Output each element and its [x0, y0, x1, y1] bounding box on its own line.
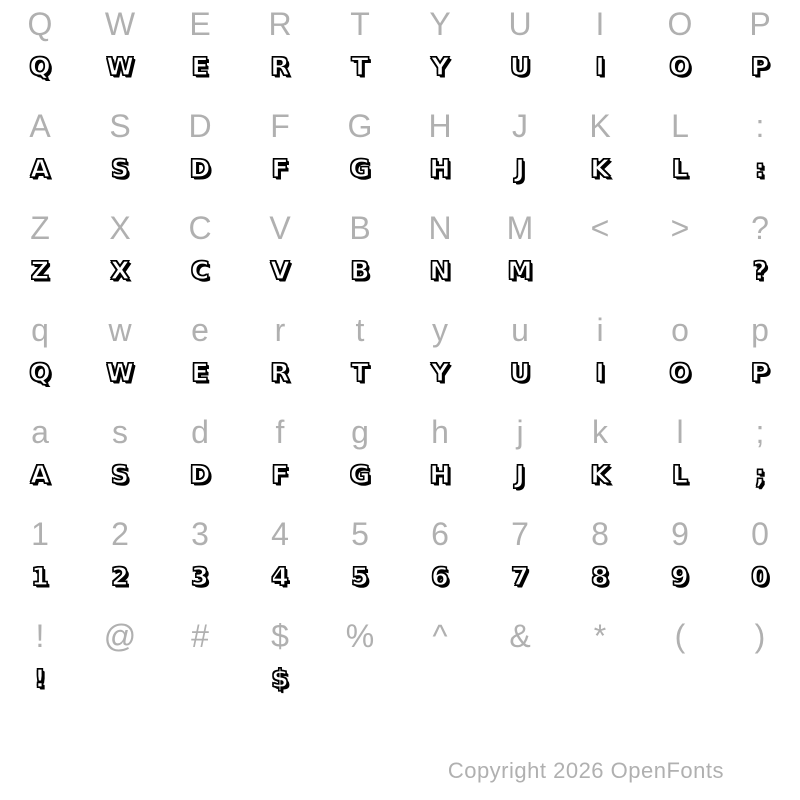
preview-char: P: [750, 52, 770, 81]
preview-char: Q: [29, 358, 51, 387]
reference-char: (: [674, 618, 686, 654]
reference-char: a: [31, 414, 49, 450]
reference-char: g: [351, 414, 369, 450]
reference-char: 0: [751, 516, 769, 552]
reference-char: B: [349, 210, 371, 246]
reference-char: k: [592, 414, 608, 450]
preview-char: L: [672, 460, 688, 489]
preview-char: A: [30, 154, 50, 183]
preview-char: D: [189, 154, 211, 183]
row-uppercase-qwerty: [0, 2, 800, 102]
reference-char: O: [667, 6, 693, 42]
preview-char: B: [350, 256, 370, 285]
reference-char: :: [755, 108, 765, 144]
reference-char: 9: [671, 516, 689, 552]
reference-char: !: [35, 618, 45, 654]
reference-char: j: [516, 414, 524, 450]
preview-char: I: [595, 52, 605, 81]
preview-char: O: [669, 52, 691, 81]
preview-char: R: [270, 358, 290, 387]
reference-char: ;: [755, 414, 765, 450]
row-symbols-preview-line: [0, 658, 800, 700]
preview-char: O: [669, 358, 691, 387]
reference-char: ?: [751, 210, 769, 246]
reference-char: q: [31, 312, 49, 348]
preview-char: 7: [511, 562, 529, 591]
preview-char: 8: [591, 562, 609, 591]
preview-char: W: [106, 52, 134, 81]
preview-char: 6: [431, 562, 449, 591]
preview-char: D: [189, 460, 211, 489]
row-uppercase-asdf-reference-line: [0, 104, 800, 148]
reference-char: 2: [111, 516, 129, 552]
preview-char: X: [110, 256, 130, 285]
reference-char: S: [109, 108, 131, 144]
preview-char: ;: [755, 460, 765, 489]
reference-char: 5: [351, 516, 369, 552]
reference-char: &: [509, 618, 531, 654]
reference-char: Y: [429, 6, 451, 42]
preview-char: K: [590, 460, 610, 489]
reference-char: >: [670, 210, 690, 246]
reference-char: V: [269, 210, 291, 246]
reference-char: u: [511, 312, 529, 348]
row-lowercase-asdf: [0, 410, 800, 510]
preview-char: 2: [111, 562, 129, 591]
reference-char: R: [268, 6, 292, 42]
reference-char: ): [754, 618, 766, 654]
reference-char: N: [428, 210, 452, 246]
reference-char: d: [191, 414, 209, 450]
preview-char: 0: [751, 562, 769, 591]
row-lowercase-qwerty: [0, 308, 800, 408]
preview-char: E: [191, 52, 209, 81]
reference-char: U: [508, 6, 532, 42]
preview-char: C: [190, 256, 210, 285]
reference-char: A: [29, 108, 51, 144]
preview-char: Y: [430, 52, 450, 81]
reference-char: #: [191, 618, 209, 654]
reference-char: 3: [191, 516, 209, 552]
reference-char: 8: [591, 516, 609, 552]
reference-char: 7: [511, 516, 529, 552]
preview-char: 1: [31, 562, 49, 591]
preview-char: H: [429, 460, 451, 489]
reference-char: y: [432, 312, 448, 348]
row-uppercase-zxcv-preview-line: [0, 250, 800, 292]
row-digits: [0, 512, 800, 612]
reference-char: L: [671, 108, 689, 144]
reference-char: D: [188, 108, 212, 144]
preview-char: T: [351, 358, 369, 387]
row-lowercase-asdf-reference-line: [0, 410, 800, 454]
preview-char: J: [515, 154, 525, 183]
row-lowercase-qwerty-reference-line: [0, 308, 800, 352]
preview-char: U: [509, 52, 531, 81]
reference-char: *: [593, 618, 607, 654]
reference-char: w: [108, 312, 132, 348]
row-symbols-reference-line: [0, 614, 800, 658]
reference-char: T: [350, 6, 370, 42]
reference-char: $: [271, 618, 289, 654]
copyright-text: Copyright 2026 OpenFonts: [447, 758, 724, 783]
preview-char: $: [271, 664, 289, 693]
preview-char: K: [590, 154, 610, 183]
reference-char: <: [590, 210, 610, 246]
reference-char: r: [274, 312, 286, 348]
preview-char: G: [349, 154, 371, 183]
reference-char: M: [506, 210, 534, 246]
preview-char: J: [515, 460, 525, 489]
row-uppercase-zxcv: [0, 206, 800, 306]
reference-char: e: [191, 312, 209, 348]
row-lowercase-asdf-preview-line: [0, 454, 800, 496]
reference-char: s: [112, 414, 128, 450]
preview-char: P: [750, 358, 770, 387]
preview-char: 4: [271, 562, 289, 591]
preview-char: Z: [30, 256, 50, 285]
preview-char: S: [110, 460, 129, 489]
reference-char: f: [275, 414, 285, 450]
reference-char: G: [347, 108, 373, 144]
reference-char: K: [589, 108, 611, 144]
preview-char: I: [595, 358, 605, 387]
row-uppercase-zxcv-reference-line: [0, 206, 800, 250]
reference-char: 1: [31, 516, 49, 552]
row-digits-reference-line: [0, 512, 800, 556]
preview-char: H: [429, 154, 451, 183]
reference-char: t: [355, 312, 365, 348]
reference-char: o: [671, 312, 689, 348]
preview-char: Q: [29, 52, 51, 81]
preview-char: 9: [671, 562, 689, 591]
reference-char: J: [512, 108, 528, 144]
reference-char: Z: [30, 210, 50, 246]
row-uppercase-asdf-preview-line: [0, 148, 800, 190]
preview-char: Y: [430, 358, 450, 387]
reference-char: 4: [271, 516, 289, 552]
row-lowercase-qwerty-preview-line: [0, 352, 800, 394]
reference-char: X: [109, 210, 131, 246]
preview-char: F: [271, 154, 289, 183]
preview-char: R: [270, 52, 290, 81]
reference-char: W: [104, 6, 136, 42]
reference-char: C: [188, 210, 212, 246]
reference-char: ^: [432, 618, 448, 654]
preview-char: ?: [752, 256, 768, 285]
preview-char: E: [191, 358, 209, 387]
preview-char: T: [351, 52, 369, 81]
preview-char: S: [110, 154, 129, 183]
preview-char: U: [509, 358, 531, 387]
row-uppercase-qwerty-reference-line: [0, 2, 800, 46]
reference-char: 6: [431, 516, 449, 552]
preview-char: F: [271, 460, 289, 489]
reference-char: @: [103, 618, 137, 654]
row-digits-preview-line: [0, 556, 800, 598]
reference-char: H: [428, 108, 452, 144]
preview-char: :: [755, 154, 765, 183]
reference-char: l: [676, 414, 684, 450]
reference-char: h: [431, 414, 449, 450]
preview-char: 5: [351, 562, 369, 591]
reference-char: Q: [27, 6, 53, 42]
reference-char: F: [270, 108, 290, 144]
preview-char: G: [349, 460, 371, 489]
preview-char: N: [429, 256, 451, 285]
row-symbols: [0, 614, 800, 714]
preview-char: W: [106, 358, 134, 387]
reference-char: I: [595, 6, 605, 42]
reference-char: P: [749, 6, 771, 42]
row-uppercase-qwerty-preview-line: [0, 46, 800, 88]
preview-char: 3: [191, 562, 209, 591]
preview-char: V: [270, 256, 290, 285]
row-uppercase-asdf: [0, 104, 800, 204]
preview-char: !: [34, 664, 46, 693]
reference-char: i: [596, 312, 604, 348]
preview-char: A: [30, 460, 50, 489]
preview-char: L: [672, 154, 688, 183]
reference-char: p: [751, 312, 769, 348]
reference-char: E: [189, 6, 211, 42]
reference-char: %: [345, 618, 375, 654]
preview-char: M: [507, 256, 533, 285]
